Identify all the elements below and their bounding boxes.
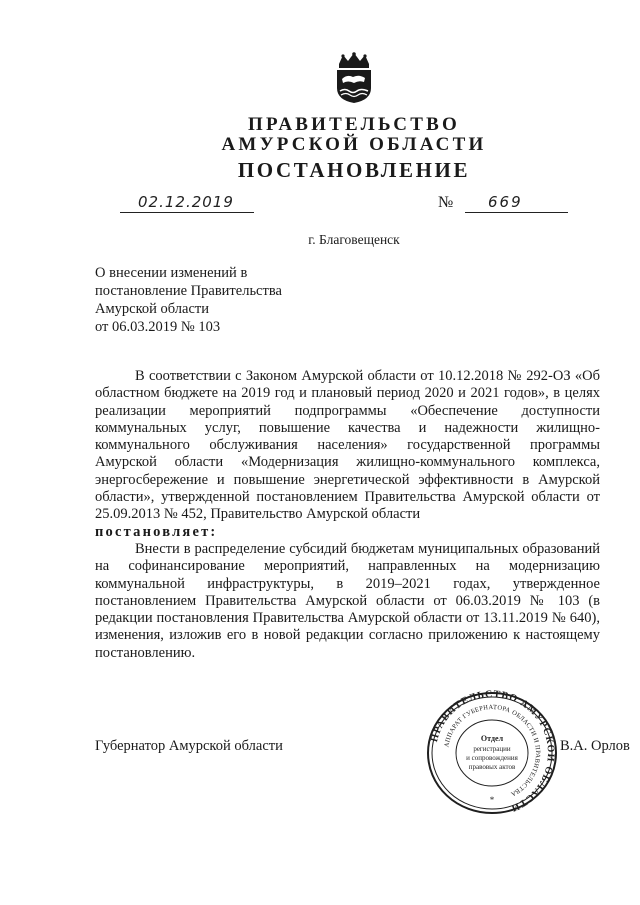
document-type: ПОСТАНОВЛЕНИЕ — [237, 158, 471, 182]
official-stamp — [424, 689, 560, 817]
stamp-center-line: Отдел — [480, 734, 504, 743]
date-underline — [120, 212, 254, 213]
stamp-ring-inner-text: АППАРАТ ГУБЕРНАТОРА ОБЛАСТИ И ПРАВИТЕЛЬСТВА — [443, 703, 542, 798]
svg-text:*: * — [489, 795, 495, 805]
subject-line: от 06.03.2019 № 103 — [95, 319, 221, 335]
document-date: 02.12.2019 — [138, 193, 234, 211]
decree-word: постановляет: — [95, 523, 218, 540]
document-subject — [95, 264, 282, 336]
stamp-center-line: правовых актов — [468, 763, 516, 771]
number-underline — [465, 212, 568, 213]
decree-clause: Внести в распределение субсидий бюджетам муниципальных образований на софинансирование мероприятий, направленных на модернизацию коммунальной инфраструктуры, в 2019–2021 годах, утвержденное постановлением Правительства Амурской области от 06.03.2019 № 103 (в редакции постановления Правительства Амурской области от 13.11.2019 № 640), изменения, изложив его в новой редакции согласно приложению к настоящему постановлению. — [95, 540, 600, 661]
subject-line: Амурской области — [95, 301, 209, 317]
government-region: АМУРСКОЙ ОБЛАСТИ — [221, 134, 487, 155]
stamp-center-line: и сопровождения — [466, 754, 518, 762]
document-body — [95, 368, 600, 662]
preamble-paragraph: В соответствии с Законом Амурской области от 10.12.2018 № 292-ОЗ «Об областном бюджете на 2019 год и плановый период 2020 и 2021 годов», в целях реализации мероприятий подпрограммы «Обеспечение доступности коммунальных услуг, повышение качества и надежности жилищно-коммунального обслуживания населения» государственной программы Амурской области «Модернизация жилищно-коммунального комплекса, энергосбережение и повышение энергетической эффективности в Амурской области», утвержденной постановлением Правительства Амурской области от 25.09.2013 № 452, Правительство Амурской области — [95, 368, 600, 523]
stamp-center-line: регистрации — [473, 745, 511, 753]
stamp-ring-text: ПРАВИТЕЛЬСТВО АМУРСКОЙ ОБЛАСТИ — [429, 689, 557, 814]
signatory-name: В.А. Орлов — [560, 738, 630, 754]
subject-line: О внесении изменений в — [95, 265, 248, 281]
government-title: ПРАВИТЕЛЬСТВО — [248, 114, 460, 135]
document-number: 669 — [488, 193, 523, 211]
document-city: г. Благовещенск — [308, 232, 400, 247]
number-sign: № — [438, 194, 454, 211]
signatory-title: Губернатор Амурской области — [95, 738, 283, 754]
subject-line: постановление Правительства — [95, 283, 282, 299]
amur-oblast-coat-of-arms-icon — [331, 52, 377, 104]
